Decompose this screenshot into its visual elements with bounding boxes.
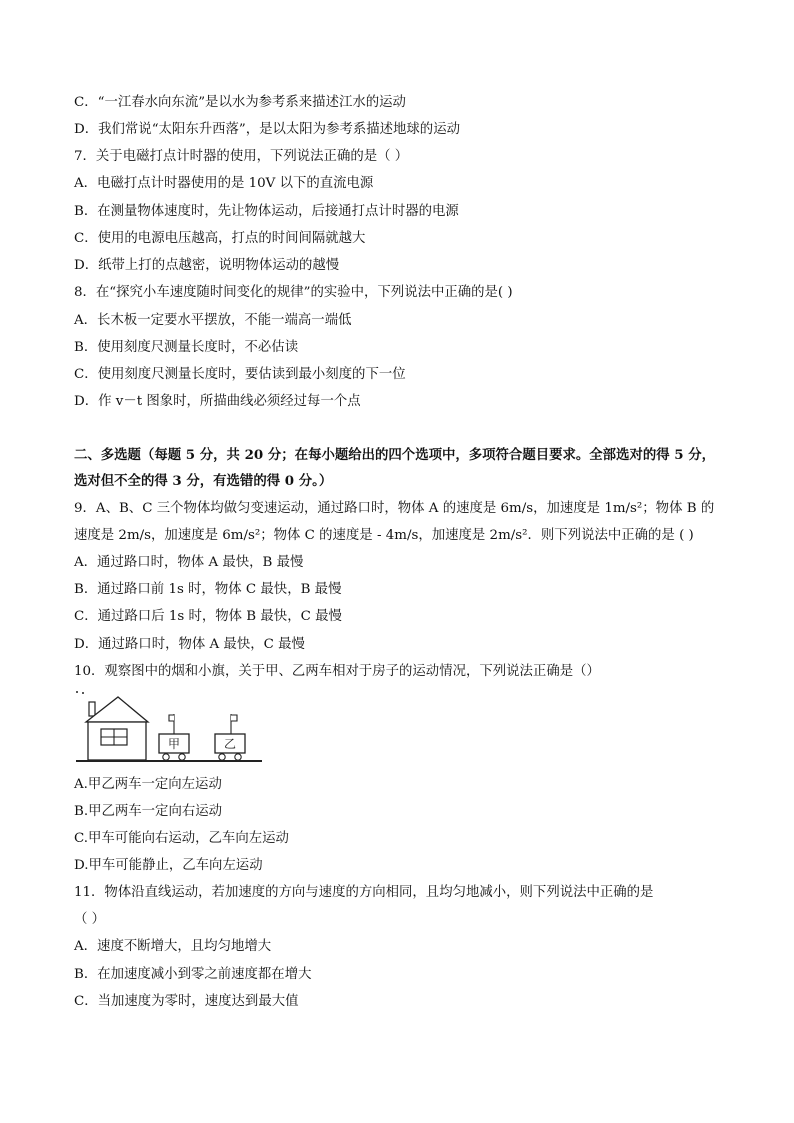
cart-b-flag (231, 715, 237, 721)
q11-option-a: A．速度不断增大，且均匀地增大 (74, 939, 272, 954)
smoke-dot (76, 691, 78, 693)
q10-option-b: B.甲乙两车一定向右运动 (74, 804, 223, 819)
q7-option-d: D．纸带上打的点越密，说明物体运动的越慢 (74, 258, 340, 273)
cart-a-flag (169, 715, 174, 721)
q7-option-a: A．电磁打点计时器使用的是 10V 以下的直流电源 (74, 176, 374, 191)
q9-stem-line2: 速度是 2m/s，加速度是 6m/s²；物体 C 的速度是 - 4m/s，加速度是 2m/s²．则下列说法中正确的是 ( ) (74, 528, 694, 543)
q11-option-b: B．在加速度减小到零之前速度都在增大 (74, 967, 312, 982)
cart-a-wheel (179, 754, 185, 760)
q8-option-d: D．作 v－t 图象时，所描曲线必须经过每一个点 (74, 394, 361, 409)
q10-stem: 10．观察图中的烟和小旗，关于甲、乙两车相对于房子的运动情况，下列说法正确是（） (74, 664, 600, 679)
cart-b-label: 乙 (223, 737, 237, 751)
q10-option-d: D.甲车可能静止，乙车向左运动 (74, 858, 263, 873)
q10-option-a: A.甲乙两车一定向左运动 (74, 777, 222, 792)
cart-b-wheel (219, 754, 225, 760)
cart-b-wheel (235, 754, 241, 760)
q8-option-c: C．使用刻度尺测量长度时，要估读到最小刻度的下一位 (74, 367, 406, 382)
q11-option-c: C．当加速度为零时，速度达到最大值 (74, 994, 299, 1009)
q9-stem-line1: 9．A、B、C 三个物体均做匀变速运动，通过路口时，物体 A 的速度是 6m/s，加速度是 1m/s²；物体 B 的 (74, 501, 715, 516)
q7-option-c: C．使用的电源电压越高，打点的时间间隔就越大 (74, 231, 366, 246)
smoke-dot (82, 692, 84, 694)
q6-option-c: C．“一江春水向东流”是以水为参考系来描述江水的运动 (74, 95, 406, 110)
q9-option-d: D．通过路口时，物体 A 最快，C 最慢 (74, 637, 305, 652)
q9-option-b: B．通过路口前 1s 时，物体 C 最快，B 最慢 (74, 582, 342, 597)
chimney (89, 702, 95, 716)
house-and-carts-figure (72, 688, 272, 766)
section-heading-line1: 二、多选题（每题 5 分，共 20 分；在每小题给出的四个选项中，多项符合题目要求。全部选对的得 5 分， (74, 447, 716, 463)
section-heading-line2: 选对但不全的得 3 分，有选错的得 0 分。） (74, 473, 333, 489)
q10-option-c: C.甲车可能向右运动，乙车向左运动 (74, 831, 289, 846)
q7-option-b: B．在测量物体速度时，先让物体运动，后接通打点计时器的电源 (74, 204, 459, 219)
q11-stem-line2: （ ） (74, 912, 106, 927)
q9-option-a: A．通过路口时，物体 A 最快，B 最慢 (74, 555, 304, 570)
q7-stem: 7．关于电磁打点计时器的使用，下列说法正确的是（ ） (74, 149, 409, 164)
q9-option-c: C．通过路口后 1s 时，物体 B 最快，C 最慢 (74, 609, 342, 624)
q8-option-b: B．使用刻度尺测量长度时，不必估读 (74, 340, 299, 355)
cart-a-label: 甲 (167, 737, 181, 751)
q8-option-a: A．长木板一定要水平摆放，不能一端高一端低 (74, 313, 352, 328)
cart-a-wheel (163, 754, 169, 760)
q8-stem: 8．在“探究小车速度随时间变化的规律”的实验中，下列说法中正确的是( ) (74, 285, 513, 300)
q11-stem-line1: 11．物体沿直线运动，若加速度的方向与速度的方向相同，且均匀地减小，则下列说法中正确的是 (74, 885, 654, 900)
q6-option-d: D．我们常说“太阳东升西落”，是以太阳为参考系描述地球的运动 (74, 122, 460, 137)
